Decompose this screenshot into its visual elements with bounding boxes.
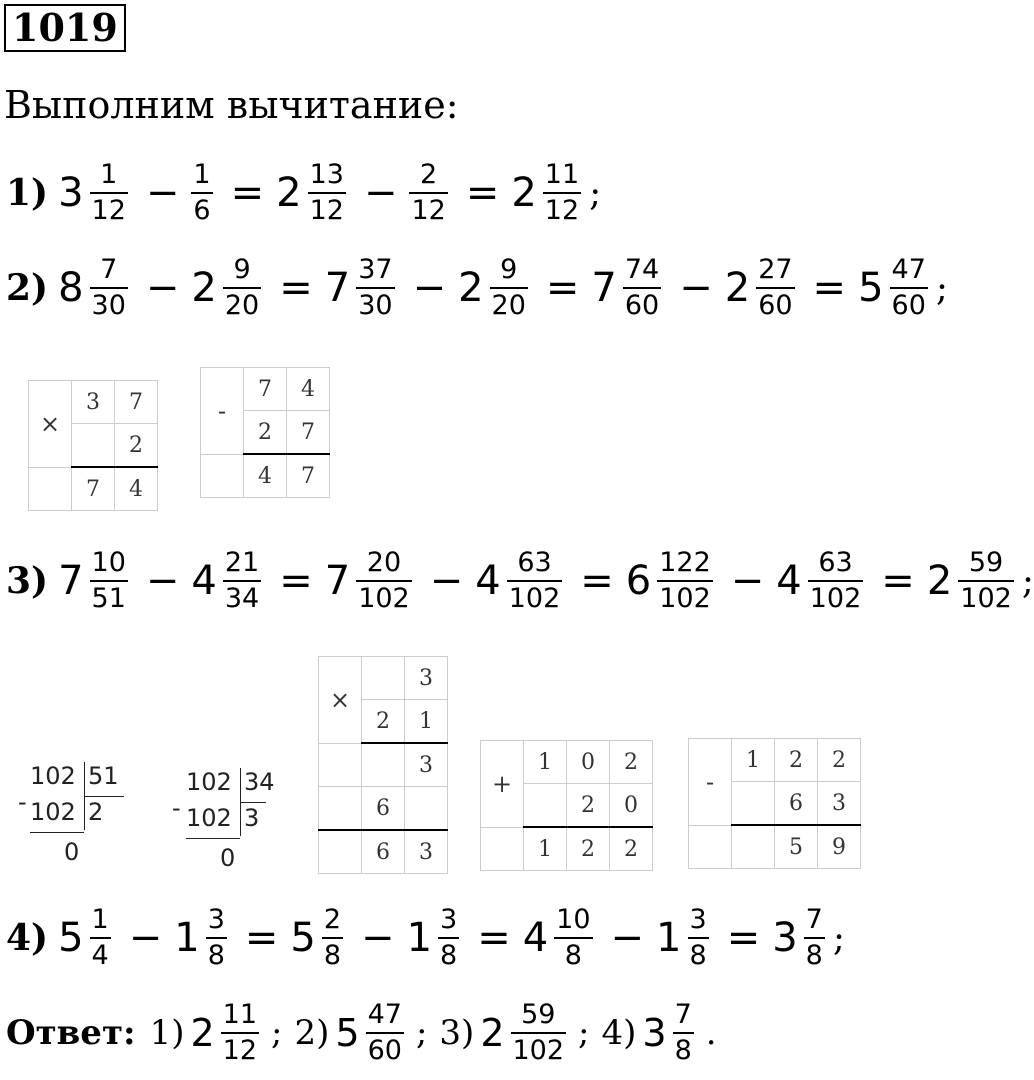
whole: 4 [475,558,501,604]
digit: 4 [244,454,287,498]
minus-sign: - [18,788,27,816]
answer-item-label: 2) [294,1013,330,1053]
digit: 7 [115,381,158,424]
whole: 2 [191,265,217,311]
whole: 4 [776,558,802,604]
digit: 3 [818,782,861,826]
example-2 [6,255,948,321]
fraction: $\frac{21}{34}$ [224,547,260,614]
dividend: 102 [186,768,232,796]
digit: 3 [72,381,115,424]
quotient: 3 [244,804,260,832]
answer-line [6,1000,723,1066]
digit: 2 [567,827,610,871]
remainder: 0 [64,838,80,866]
digit: 4 [115,467,158,511]
calc3-addition [480,740,653,871]
fraction: $\frac{7}{8}$ [674,999,692,1066]
whole: 7 [324,558,351,604]
whole: 2 [724,265,751,311]
digit: 4 [287,368,330,411]
fraction: $\frac{1}{4}$ [91,904,109,971]
minus-sign: − [412,265,447,311]
whole: 3 [772,915,798,961]
digit: 1 [405,700,448,744]
fraction: $\frac{63}{102}$ [508,547,561,614]
answer-item-label: 1) [149,1013,185,1053]
equals-sign: = [545,265,580,311]
whole: 1 [174,915,200,961]
whole: 4 [191,558,217,604]
divisor-line [240,802,266,803]
equals-sign: = [230,170,265,216]
times-sign: × [29,381,72,468]
fraction: $\frac{13}{12}$ [309,159,344,226]
digit: 7 [287,454,330,498]
divisor: 51 [88,762,119,790]
divisor: 34 [244,768,275,796]
long-division-1 [18,758,138,868]
answer-label: Ответ: [6,1013,136,1053]
whole: 2 [276,170,302,216]
digit: 7 [72,467,115,511]
fraction: $\frac{1}{6}$ [193,159,211,226]
answer-item-label: 4) [601,1013,637,1053]
whole: 5 [335,1011,360,1055]
fraction: $\frac{10}{8}$ [556,904,591,971]
fraction: $\frac{3}{8}$ [689,904,707,971]
fraction: $\frac{11}{12}$ [544,159,580,226]
equals-sign: = [881,558,915,604]
semicolon: ; [832,917,845,959]
quotient: 2 [88,798,104,826]
divisor-line [84,796,124,797]
fraction: $\frac{11}{12}$ [222,999,258,1066]
whole: 6 [625,558,652,604]
digit [362,657,405,700]
digit: 6 [362,787,405,831]
equals-sign: = [477,915,511,961]
whole: 1 [406,915,433,961]
whole: 8 [58,265,84,311]
task-number: 1019 [4,4,126,52]
digit [319,787,362,831]
fraction: $\frac{9}{20}$ [224,254,260,321]
dividend: 102 [30,762,76,790]
semicolon: ; [271,1013,283,1053]
calc2-multiplication [28,380,158,511]
equals-sign: = [244,915,279,961]
digit [732,782,775,826]
fraction: $\frac{9}{20}$ [491,254,526,321]
fraction: $\frac{47}{60}$ [367,999,402,1066]
minus-sign: − [128,915,163,961]
period: . [705,1013,717,1053]
digit: 3 [405,743,448,787]
fraction: $\frac{59}{102}$ [960,547,1012,614]
whole: 2 [511,170,537,216]
minus-sign: − [145,170,180,216]
equals-sign: = [279,558,313,604]
example-1-label: 1) [6,172,49,214]
fraction: $\frac{2}{8}$ [323,904,342,971]
whole: 7 [58,558,84,604]
example-4-label: 4) [6,917,49,959]
digit [732,825,775,869]
whole: 3 [58,170,84,216]
minus-sign: − [730,558,765,604]
minus-sign: − [145,558,180,604]
whole: 7 [591,265,617,311]
digit: 7 [287,411,330,455]
semicolon: ; [1021,560,1034,602]
answer-item-label: 3) [439,1013,475,1053]
fraction: $\frac{2}{12}$ [411,159,446,226]
digit: 2 [610,741,653,784]
digit: 7 [244,368,287,411]
digit [29,467,72,511]
fraction: $\frac{3}{8}$ [207,904,225,971]
equals-sign: = [726,915,761,961]
digit: 0 [610,784,653,828]
equals-sign: = [279,265,313,311]
digit [72,424,115,468]
whole: 2 [480,1011,505,1055]
minus-sign: - [172,794,181,822]
fraction: $\frac{63}{102}$ [809,547,862,614]
equals-sign: = [580,558,614,604]
remainder: 0 [220,844,236,872]
digit [201,454,244,498]
fraction: $\frac{122}{102}$ [659,547,711,614]
subtrahend: 102 [30,798,76,826]
equals-sign: = [812,265,847,311]
equals-sign: = [465,170,500,216]
fraction: $\frac{7}{8}$ [805,904,823,971]
digit: 1 [732,739,775,782]
fraction: $\frac{3}{8}$ [440,904,458,971]
fraction: $\frac{27}{60}$ [758,254,793,321]
fraction: $\frac{37}{30}$ [358,254,393,321]
result-line [30,832,84,833]
long-division-2 [172,764,292,874]
fraction: $\frac{10}{51}$ [91,547,126,614]
semicolon: ; [415,1013,428,1053]
semicolon: ; [935,267,949,309]
minus-sign: - [201,368,244,455]
digit: 2 [818,739,861,782]
minus-sign: − [429,558,464,604]
whole: 5 [290,915,316,961]
digit: 6 [775,782,818,826]
digit: 2 [567,784,610,828]
minus-sign: − [610,915,645,961]
calc2-subtraction [200,367,330,498]
fraction: $\frac{47}{60}$ [891,254,926,321]
digit [319,743,362,787]
calc3-subtraction [688,738,861,869]
calc3-multiplication [318,656,448,874]
digit: 2 [115,424,158,468]
fraction: $\frac{20}{102}$ [358,547,410,614]
example-2-label: 2) [6,267,49,309]
digit: 2 [775,739,818,782]
whole: 7 [324,265,351,311]
digit: 1 [524,827,567,871]
digit: 3 [405,830,448,874]
whole: 3 [642,1011,667,1055]
minus-sign: − [145,265,180,311]
fraction: $\frac{1}{12}$ [91,159,126,226]
whole: 5 [858,265,884,311]
minus-sign: - [689,739,732,826]
digit [319,830,362,874]
fraction: $\frac{7}{30}$ [91,254,126,321]
digit: 0 [567,741,610,784]
example-3 [6,548,1034,614]
digit: 6 [362,830,405,874]
whole: 2 [458,265,484,311]
times-sign: × [319,657,362,744]
example-4 [6,905,845,971]
plus-sign: + [481,741,524,828]
digit: 2 [244,411,287,455]
whole: 2 [926,558,953,604]
minus-sign: − [679,265,713,311]
digit [362,743,405,787]
fraction: $\frac{59}{102}$ [512,999,565,1066]
whole: 1 [656,915,682,961]
digit [405,787,448,831]
whole: 2 [190,1011,215,1055]
subtrahend: 102 [186,804,232,832]
digit: 3 [405,657,448,700]
digit: 9 [818,825,861,869]
example-3-label: 3) [6,560,49,602]
whole: 4 [522,915,549,961]
minus-sign: − [363,170,398,216]
digit: 2 [610,827,653,871]
digit: 2 [362,700,405,744]
fraction: $\frac{74}{60}$ [624,254,660,321]
minus-sign: − [361,915,395,961]
digit [524,784,567,828]
semicolon: ; [589,172,602,214]
intro-text: Выполним вычитание: [4,83,459,127]
digit: 1 [524,741,567,784]
digit: 5 [775,825,818,869]
result-line [186,838,240,839]
example-1 [6,160,601,226]
whole: 5 [58,915,84,961]
semicolon: ; [578,1013,590,1053]
